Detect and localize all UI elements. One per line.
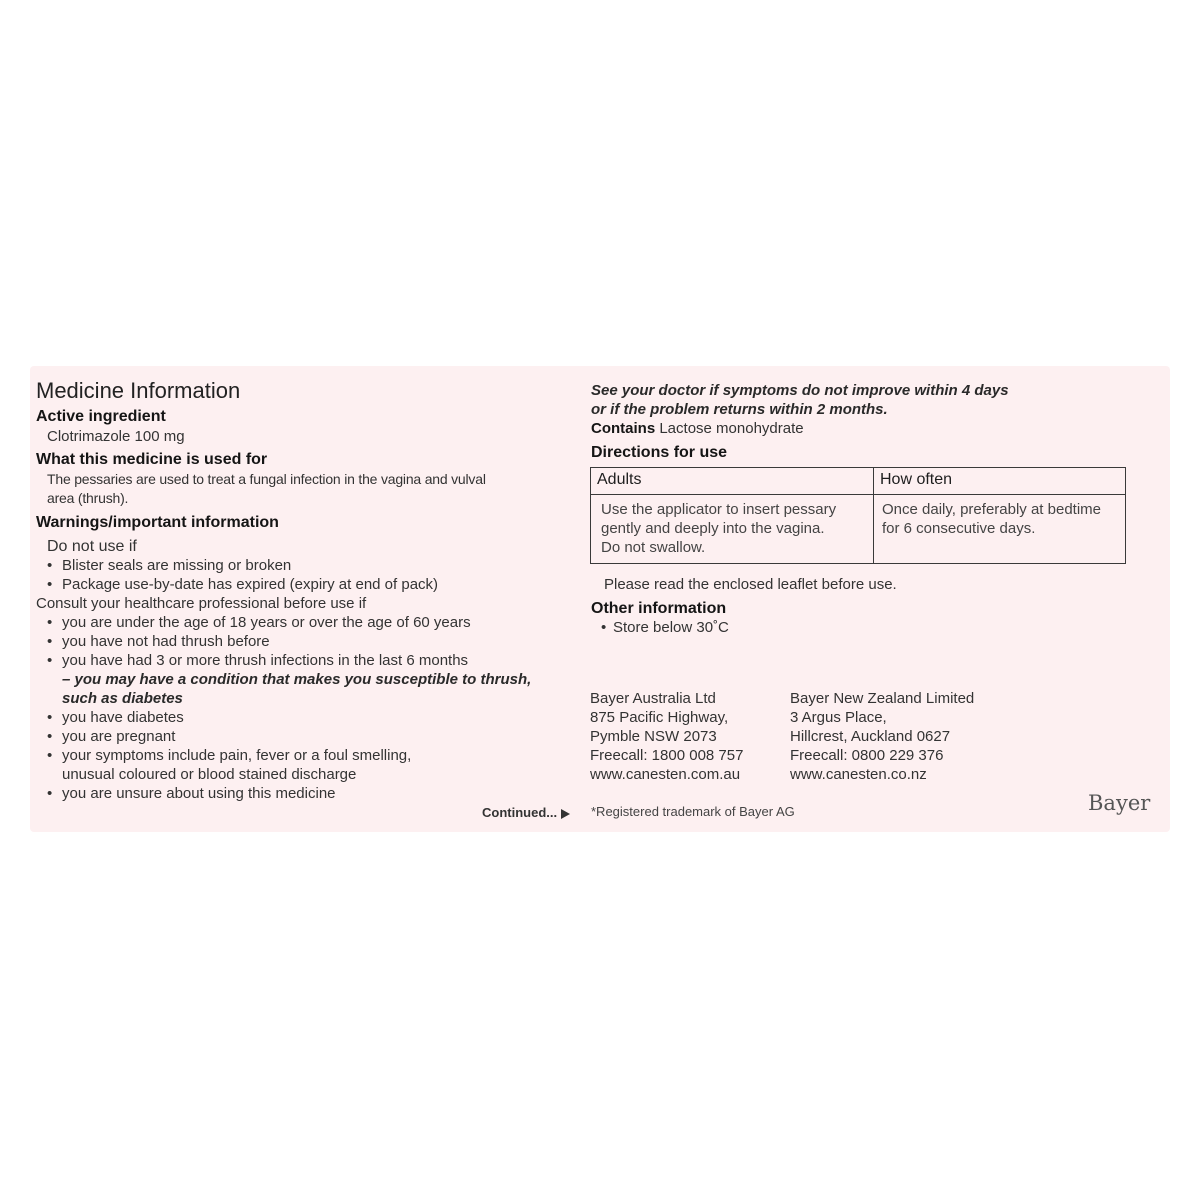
cell-line: Do not swallow. [601,539,706,556]
table-header-row [591,468,1126,495]
bullet: • [47,785,53,802]
bullet: • [47,576,53,593]
do-not-use-label: Do not use if [47,538,137,555]
continued-label [482,805,570,820]
list-item-continuation: unusual coloured or blood stained discharge [62,766,357,783]
see-doctor-line-2: or if the problem returns within 2 months. [591,401,888,418]
cell-line: for 6 consecutive days. [882,520,1036,537]
bayer-logo: Bayer [1088,791,1151,815]
table-cell-how-often [874,495,1126,564]
active-ingredient-value: Clotrimazole 100 mg [47,428,185,445]
address-au [590,689,743,784]
used-for-line-1: The pessaries are used to treat a fungal infection in the vagina and vulval [47,471,486,487]
bullet: • [47,557,53,574]
address-line: Pymble NSW 2073 [590,728,717,745]
cell-line: Use the applicator to insert pessary [601,501,837,518]
list-item: Package use-by-date has expired (expiry at end of pack) [62,576,439,593]
freecall-au: Freecall: 1800 008 757 [590,747,744,764]
address-line: 3 Argus Place, [790,709,887,726]
bullet: • [47,652,53,669]
freecall-nz: Freecall: 0800 229 376 [790,747,944,764]
list-item: you have not had thrush before [62,633,270,650]
list-item: you have had 3 or more thrush infections in the last 6 months [62,652,469,669]
table-header-adults: Adults [591,468,874,495]
website-nz: www.canesten.co.nz [790,766,927,783]
contains-label: Contains [591,420,656,437]
page-title: Medicine Information [36,378,241,403]
leaflet-note: Please read the enclosed leaflet before use. [604,576,897,593]
cell-line: Once daily, preferably at bedtime [882,501,1102,518]
active-ingredient-heading: Active ingredient [36,408,166,425]
table-row [591,495,1126,564]
contains-value: Lactose monohydrate [659,420,804,437]
cell-line: gently and deeply into the vagina. [601,520,825,537]
website-au: www.canesten.com.au [590,766,741,783]
list-item: you are unsure about using this medicine [62,785,336,802]
list-item: you are pregnant [62,728,176,745]
storage-info: Store below 30˚C [613,619,729,636]
list-item: your symptoms include pain, fever or a foul smelling, [62,747,412,764]
contains-line [591,420,804,437]
directions-heading: Directions for use [591,444,728,461]
address-line: Bayer New Zealand Limited [790,690,975,707]
address-line: Hillcrest, Auckland 0627 [790,728,951,745]
bullet: • [47,614,53,631]
continued-text: Continued... [482,805,558,820]
address-line: 875 Pacific Highway, [590,709,729,726]
directions-table [590,467,1126,564]
bullet: • [47,747,53,764]
other-info-heading: Other information [591,600,727,617]
used-for-heading: What this medicine is used for [36,451,268,468]
consult-label: Consult your healthcare professional before use if [36,595,367,612]
bullet: • [601,619,607,636]
see-doctor-line-1: See your doctor if symptoms do not improve within 4 days [591,382,1009,399]
bullet: • [47,633,53,650]
bullet: • [47,728,53,745]
bullet: • [47,709,53,726]
address-nz [790,689,974,784]
address-line: Bayer Australia Ltd [590,690,716,707]
list-item: Blister seals are missing or broken [62,557,292,574]
susceptible-note-line-2: such as diabetes [62,690,183,707]
table-header-how-often: How often [874,468,1126,495]
table-cell-adults [591,495,874,564]
list-item: you are under the age of 18 years or over the age of 60 years [62,614,471,631]
used-for-line-2: area (thrush). [47,490,129,506]
list-item: you have diabetes [62,709,184,726]
play-arrow-icon [561,809,570,819]
trademark-note: *Registered trademark of Bayer AG [591,804,795,819]
susceptible-note-line-1: – you may have a condition that makes you susceptible to thrush, [62,671,532,688]
warnings-heading: Warnings/important information [36,514,279,531]
